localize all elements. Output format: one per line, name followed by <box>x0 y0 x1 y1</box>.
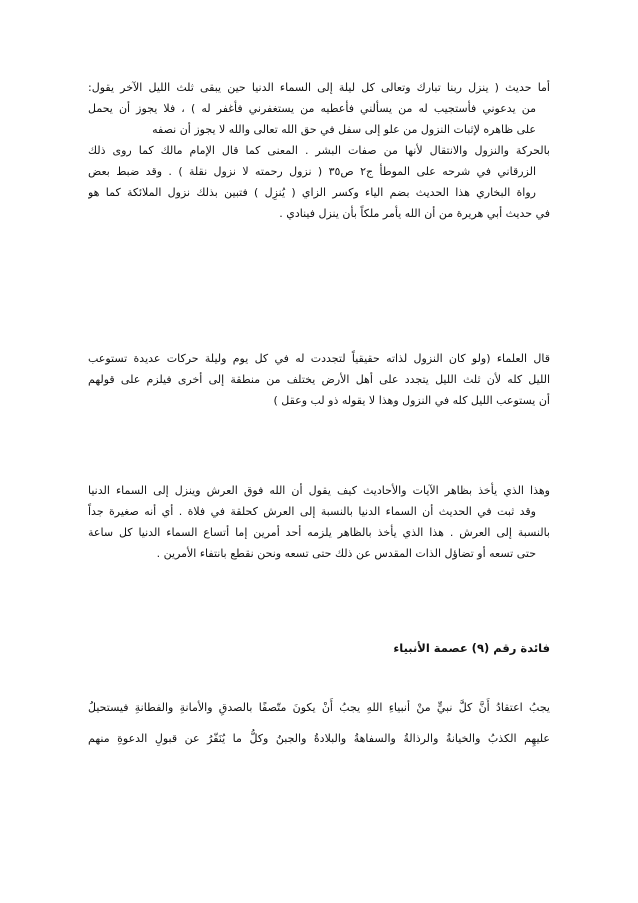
section-heading: فائدة رقم (٩) عصمة الأنبياء <box>393 641 550 655</box>
text-line: الزرقاني في شرحه على الموطأ ج٢ ص٣٥ ( نزول رحمته لا نزول نقلة ) . وقد ضبط بعض <box>88 165 536 178</box>
text-line: وقد ثبت في الحديث أن السماء الدنيا بالنسبة إلى العرش كحلقة في فلاة . أي أنه صغيرة جداً <box>88 505 536 518</box>
text-line: في حديث أبي هريرة من أن الله يأمر ملكاً بأن ينزل فينادي . <box>279 207 550 220</box>
paragraph-ismat-anbiya <box>88 688 550 749</box>
text-line: أن يستوعب الليل كله في النزول وهذا لا يقوله ذو لب وعقل ) <box>273 394 550 407</box>
text-line: عليهِم الكذبُ والخيانةُ والرذالةُ والسفاهةُ والبلادةُ والجبنُ وكلُّ ما يُنَفّرُ عن قبولِ الدعوةِ منهم <box>88 732 550 745</box>
text-line: الليل كله لأن ثلث الليل يتجدد على أهل الأرض يختلف من منطقة إلى أخرى فيلزم على قولهم <box>88 373 550 386</box>
text-line: يجبُ اعتقادُ أَنَّ كلَّ نبيٍّ منْ أنبياءِ اللهِ يجبُ أَنْ يكونَ متّصفًا بالصدقِ والأمانةِ والفطانةِ فيستحيلُ <box>88 701 550 714</box>
text-line: أما حديث ( ينزل ربنا تبارك وتعالى كل ليلة إلى السماء الدنيا حين يبقى ثلث الليل الآخر يقول: <box>88 81 550 94</box>
text-line: بالنسبة إلى العرش . هذا الذي يأخذ بالظاهر يلزمه أحد أمرين إما أتساع السماء الدنيا كل ساعة <box>88 526 550 539</box>
text-line: بالحركة والنزول والانتقال لأنها من صفات البشر . المعنى كما قال الإمام مالك كما روى ذلك <box>88 144 550 157</box>
text-line: على ظاهره لإثبات النزول من علو إلى سفل في حق الله تعالى والله لا يجوز أن نصفه <box>152 123 536 136</box>
text-line: من يدعوني فأستجيب له من يسألني فأعطيه من يستغفرني فأغفر له ) ، فلا يجوز أن يحمل <box>88 102 536 115</box>
text-line: قال العلماء (ولو كان النزول لذاته حقيقياً لتجددت له في كل يوم وليلة حركات عديدة تستوعب <box>88 352 550 365</box>
text-line: وهذا الذي يأخذ بظاهر الآيات والأحاديث كيف يقول أن الله فوق العرش وينزل إلى السماء الدنيا <box>88 484 550 497</box>
paragraph-ulama-quote <box>88 348 550 411</box>
text-line: رواة البخاري هذا الحديث بضم الياء وكسر الزاي ( يُنزِل ) فتبين بذلك نزول الملائكة كما هو <box>88 186 536 199</box>
text-line: حتى تسعه أو تضاؤل الذات المقدس عن ذلك حتى تسعه ونحن نقطع بانتفاء الأمرين . <box>156 547 536 560</box>
paragraph-hadith-nuzul <box>88 77 550 224</box>
paragraph-zahir-argument <box>88 480 550 564</box>
